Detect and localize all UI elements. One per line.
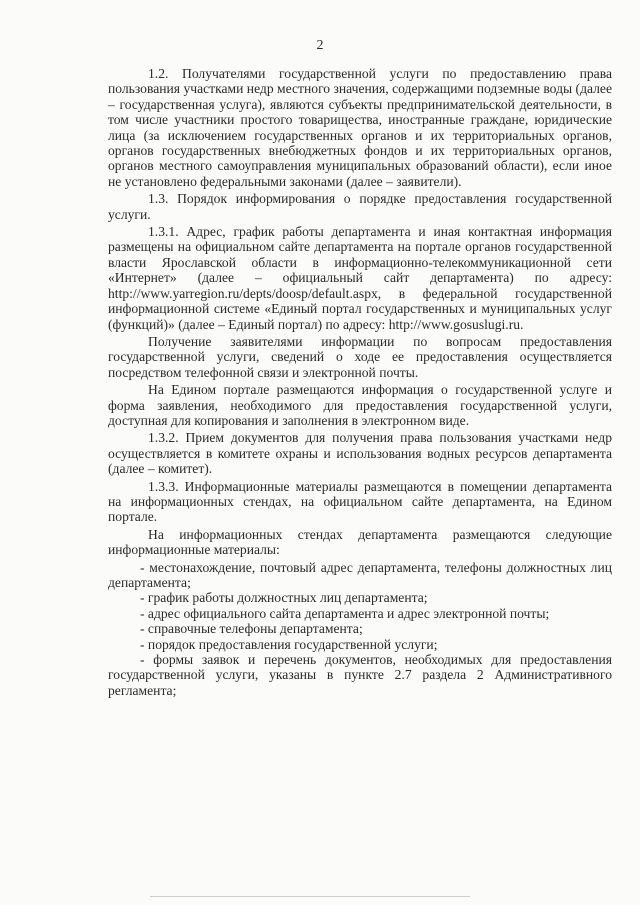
list-item: - порядок предоставления государственной услуги;	[140, 636, 438, 652]
document-body	[108, 66, 612, 698]
paragraph-1-3-3: 1.3.3. Информационные материалы размещаются в помещении департамента на информационных стендах, на официальном сайте департамента, на Едином портале.	[108, 478, 612, 525]
paragraph-1-3-2: 1.3.2. Прием документов для получения права пользования участками недр осуществляется в комитете охраны и использования водных ресурсов департамента (далее – комитет).	[108, 430, 612, 477]
paragraph-1-3-1: 1.3.1. Адрес, график работы департамента и иная контактная информация размещены на официальном сайте департамента на портале органов государственной власти Ярославской области в информационно-телекоммуникационной сети «Интернет» (далее – официальный сайт департамента) по адресу: http://www.yarregion.ru/depts/doosp/default.aspx, в федеральной государственной информационной системе «Единый портал государственных и муниципальных услуг (функций)» (далее – Единый портал) по адресу: http://www.gosuslugi.ru.	[108, 224, 612, 332]
list-item: - формы заявок и перечень документов, необходимых для предоставления государственной услуги, указаны в пункте 2.7 раздела 2 Административного регламента;	[108, 652, 612, 698]
paragraph-1-2: 1.2. Получателями государственной услуги по предоставлению права пользования участками недр местного значения, содержащими подземные воды (далее – государственная услуга), являются субъекты предпринимательской деятельности, в том числе участники простого товарищества, иностранные граждане, юридические лица (за исключением государственных органов и их территориальных органов, органов государственных внебюджетных фондов и их территориальных органов, органов местного самоуправления муниципальных образований области), если иное не установлено федеральными законами (далее – заявители).	[108, 66, 612, 189]
list-item: - график работы должностных лиц департамента;	[140, 590, 428, 606]
paragraph-1-3: 1.3. Порядок информирования о порядке предоставления государственной услуги.	[108, 191, 612, 222]
list-item: - справочные телефоны департамента;	[140, 621, 363, 637]
list-item: - адрес официального сайта департамента и адрес электронной почты;	[140, 605, 550, 621]
paragraph-info-receipt: Получение заявителями информации по вопросам предоставления государственной услуги, сведений о ходе ее предоставления осуществляется посредством телефонной связи и электронной почты.	[108, 333, 612, 380]
page-number: 2	[316, 38, 324, 53]
scan-edge-line	[150, 896, 470, 897]
paragraph-unified-portal: На Едином портале размещаются информация о государственной услуге и форма заявления, необходимого для предоставления государственной услуги, доступная для копирования и заполнения в электронном виде.	[108, 382, 612, 428]
paragraph-stands-intro: На информационных стендах департамента размещаются следующие информационные материалы:	[108, 526, 612, 558]
list-item: - местонахождение, почтовый адрес департамента, телефоны должностных лиц департамента;	[108, 559, 612, 590]
